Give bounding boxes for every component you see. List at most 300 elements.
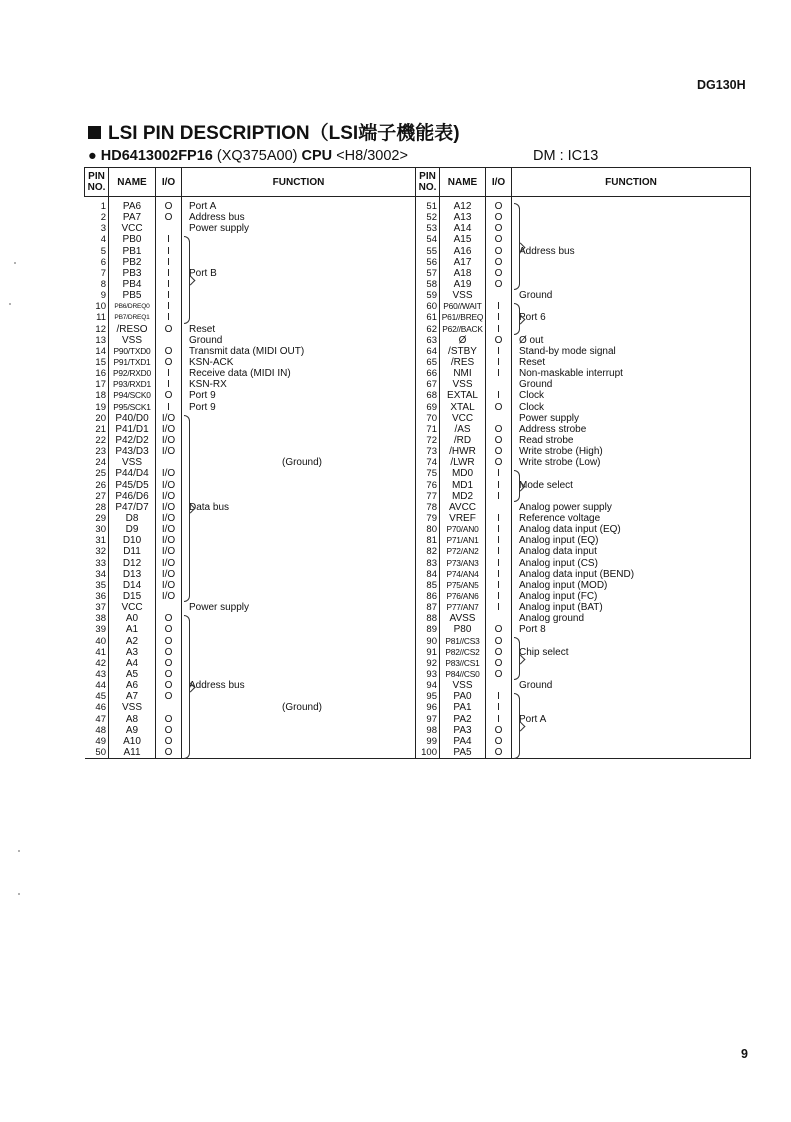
- pin-io: O: [486, 669, 512, 680]
- pin-name: VSS: [109, 702, 156, 713]
- pin-function: Clock: [512, 390, 751, 401]
- pin-function: Ground: [189, 334, 223, 346]
- pin-function: Reset: [189, 323, 216, 335]
- pin-name: A5: [109, 669, 156, 680]
- pin-name: PA3: [440, 725, 486, 736]
- pin-number: 68: [416, 390, 440, 401]
- pin-function: [182, 513, 416, 524]
- pin-function: [182, 580, 416, 591]
- pin-name: A6: [109, 680, 156, 691]
- pin-number: 42: [85, 658, 109, 669]
- pin-io: I: [486, 513, 512, 524]
- pin-function: Analog input (MOD): [512, 580, 751, 591]
- pin-function: [182, 301, 416, 312]
- pin-function: [182, 658, 416, 669]
- pin-function: [512, 725, 751, 736]
- pin-io: O: [486, 246, 512, 257]
- pin-number: 64: [416, 346, 440, 357]
- pin-function: KSN-RX: [189, 379, 227, 391]
- table-row: [85, 390, 751, 401]
- pin-io: O: [486, 457, 512, 468]
- pin-function: [512, 268, 751, 279]
- pin-number: 15: [85, 357, 109, 368]
- pin-name: VSS: [440, 290, 486, 301]
- pin-name: P91/TXD1: [109, 357, 156, 368]
- pin-io: O: [156, 647, 182, 658]
- pin-name: P61//BREQ: [440, 312, 486, 323]
- pin-io: I/O: [156, 446, 182, 457]
- pin-function: [182, 736, 416, 747]
- pin-function: Mode select: [512, 480, 751, 491]
- pin-io: I/O: [156, 480, 182, 491]
- pin-number: 85: [416, 580, 440, 591]
- pin-name: XTAL: [440, 402, 486, 413]
- pin-io: [486, 613, 512, 624]
- pin-number: 17: [85, 379, 109, 390]
- table-row: [85, 201, 751, 212]
- pin-io: [156, 457, 182, 468]
- pin-name: A3: [109, 647, 156, 658]
- pin-io: O: [486, 402, 512, 413]
- pin-function: Address strobe: [512, 424, 751, 435]
- table-row: [85, 368, 751, 379]
- pin-io: O: [486, 624, 512, 635]
- pin-function: Transmit data (MIDI OUT): [189, 345, 305, 357]
- pin-number: 90: [416, 635, 440, 646]
- pin-io: I: [156, 246, 182, 257]
- section-title: [88, 118, 460, 145]
- pin-number: 32: [85, 546, 109, 557]
- pin-number: 8: [85, 279, 109, 290]
- pin-io: O: [486, 635, 512, 646]
- pin-name: VCC: [109, 602, 156, 613]
- pin-name: A2: [109, 635, 156, 646]
- pin-io: I: [156, 290, 182, 301]
- pin-function: [512, 234, 751, 245]
- pin-name: PB2: [109, 257, 156, 268]
- pin-io: I: [486, 569, 512, 580]
- pin-name: P84//CS0: [440, 669, 486, 680]
- pin-function: [182, 558, 416, 569]
- pin-name: P82//CS2: [440, 647, 486, 658]
- pin-io: I: [156, 368, 182, 379]
- pin-number: 57: [416, 268, 440, 279]
- pin-function: [512, 736, 751, 747]
- pin-function: Reset: [512, 357, 751, 368]
- table-row: [85, 335, 751, 346]
- part-number: HD6413002FP16: [100, 148, 213, 164]
- pin-name: P45/D5: [109, 480, 156, 491]
- pin-name: /RESO: [109, 324, 156, 335]
- pin-function: [512, 301, 751, 312]
- pin-name: P72/AN2: [440, 546, 486, 557]
- pin-name: A7: [109, 691, 156, 702]
- pin-function: Port A: [512, 713, 751, 724]
- pin-function: [512, 324, 751, 335]
- pin-number: 5: [85, 246, 109, 257]
- pin-number: 44: [85, 680, 109, 691]
- pin-io: O: [486, 212, 512, 223]
- group-brace-icon: [514, 470, 520, 501]
- pin-function: [182, 535, 416, 546]
- pin-function: Analog input (CS): [512, 558, 751, 569]
- pin-io: I/O: [156, 591, 182, 602]
- pin-name: PA5: [440, 747, 486, 759]
- pin-function: [182, 446, 416, 457]
- pin-name: P92/RXD0: [109, 368, 156, 379]
- pin-io: O: [156, 747, 182, 759]
- pin-function: [512, 491, 751, 502]
- pin-name: P95/SCK1: [109, 402, 156, 413]
- pin-number: 11: [85, 312, 109, 323]
- pin-name: A1: [109, 624, 156, 635]
- pin-number: 72: [416, 435, 440, 446]
- pin-io: O: [156, 680, 182, 691]
- header-name: NAME: [440, 168, 486, 197]
- pin-number: 35: [85, 580, 109, 591]
- pin-io: O: [156, 346, 182, 357]
- pin-io: [156, 602, 182, 613]
- pin-function: Ground: [512, 680, 751, 691]
- pin-function: Non-maskable interrupt: [512, 368, 751, 379]
- pin-name: P74/AN4: [440, 569, 486, 580]
- pin-name: A8: [109, 713, 156, 724]
- pin-io: I/O: [156, 424, 182, 435]
- dm-label: DM : IC13: [533, 148, 599, 164]
- pin-io: O: [156, 357, 182, 368]
- pin-name: P76/AN6: [440, 591, 486, 602]
- pin-name: /RES: [440, 357, 486, 368]
- pin-name: A16: [440, 246, 486, 257]
- pin-number: 50: [85, 747, 109, 759]
- pin-io: I: [486, 702, 512, 713]
- pin-io: I: [486, 491, 512, 502]
- pin-number: 66: [416, 368, 440, 379]
- pin-number: 62: [416, 324, 440, 335]
- pin-function: [182, 413, 416, 424]
- pin-number: 61: [416, 312, 440, 323]
- table-row: [85, 602, 751, 613]
- pin-name: PA1: [440, 702, 486, 713]
- pin-function: Analog power supply: [512, 502, 751, 513]
- pin-function: [182, 725, 416, 736]
- pin-io: I/O: [156, 580, 182, 591]
- pin-io: O: [156, 201, 182, 212]
- pin-function: [512, 669, 751, 680]
- pin-function: Port 9: [189, 390, 216, 402]
- pin-function: Port A: [189, 201, 217, 213]
- pin-function: [512, 691, 751, 702]
- pin-number: 14: [85, 346, 109, 357]
- pin-name: A14: [440, 223, 486, 234]
- pin-number: 58: [416, 279, 440, 290]
- pin-number: 82: [416, 546, 440, 557]
- pin-number: 99: [416, 736, 440, 747]
- pin-name: P81//CS3: [440, 635, 486, 646]
- cpu-model: <H8/3002>: [336, 148, 408, 164]
- pin-name: PB7/DREQ1: [109, 312, 156, 323]
- pin-number: 37: [85, 602, 109, 613]
- pin-function: [182, 468, 416, 479]
- pin-function: Write strobe (High): [512, 446, 751, 457]
- pin-number: 16: [85, 368, 109, 379]
- pin-number: 27: [85, 491, 109, 502]
- pin-io: I: [486, 357, 512, 368]
- pin-function: [182, 635, 416, 646]
- pin-number: 96: [416, 702, 440, 713]
- pin-number: 31: [85, 535, 109, 546]
- pin-function: [182, 424, 416, 435]
- pin-function: Analog input (BAT): [512, 602, 751, 613]
- pin-function: Port 9: [189, 401, 216, 413]
- pin-function: (Ground): [281, 702, 322, 714]
- pin-io: I/O: [156, 558, 182, 569]
- pin-io: O: [156, 635, 182, 646]
- pin-function: [182, 435, 416, 446]
- pin-number: 73: [416, 446, 440, 457]
- pin-function: (Ground): [281, 457, 322, 469]
- pin-function: Data bus: [189, 501, 230, 513]
- pin-number: 91: [416, 647, 440, 658]
- pin-io: O: [156, 613, 182, 624]
- pin-number: 92: [416, 658, 440, 669]
- pin-number: 12: [85, 324, 109, 335]
- pin-io: I/O: [156, 413, 182, 424]
- pin-function: [182, 234, 416, 245]
- scan-speck: [18, 850, 20, 852]
- pin-name: A15: [440, 234, 486, 245]
- pin-number: 24: [85, 457, 109, 468]
- pin-name: PB4: [109, 279, 156, 290]
- pin-name: P83//CS1: [440, 658, 486, 669]
- pin-io: I: [156, 301, 182, 312]
- pin-number: 65: [416, 357, 440, 368]
- pin-number: 20: [85, 413, 109, 424]
- pin-name: A11: [109, 747, 156, 759]
- pin-number: 74: [416, 457, 440, 468]
- pin-number: 46: [85, 702, 109, 713]
- pin-number: 43: [85, 669, 109, 680]
- pin-name: /HWR: [440, 446, 486, 457]
- pin-number: 78: [416, 502, 440, 513]
- pin-function: Clock: [512, 402, 751, 413]
- page-number: 9: [741, 1047, 748, 1061]
- header-function: FUNCTION: [182, 168, 416, 197]
- pin-number: 21: [85, 424, 109, 435]
- pin-number: 33: [85, 558, 109, 569]
- pin-name: PA0: [440, 691, 486, 702]
- pin-io: O: [486, 725, 512, 736]
- pin-name: A10: [109, 736, 156, 747]
- table-header-row: [85, 168, 751, 197]
- pin-io: I: [486, 558, 512, 569]
- pin-io: [486, 413, 512, 424]
- header-io: I/O: [486, 168, 512, 197]
- pin-io: O: [486, 658, 512, 669]
- pin-number: 98: [416, 725, 440, 736]
- pin-number: 89: [416, 624, 440, 635]
- pin-io: I: [486, 390, 512, 401]
- pin-io: [486, 379, 512, 390]
- pin-name: PB6/DREQ0: [109, 301, 156, 312]
- pin-name: P62//BACK: [440, 324, 486, 335]
- pin-number: 2: [85, 212, 109, 223]
- pin-function: [182, 647, 416, 658]
- pin-function: Stand-by mode signal: [512, 346, 751, 357]
- pin-number: 45: [85, 691, 109, 702]
- pin-name: P40/D0: [109, 413, 156, 424]
- pin-name: VSS: [109, 457, 156, 468]
- pin-name: P93/RXD1: [109, 379, 156, 390]
- pin-number: 39: [85, 624, 109, 635]
- pin-number: 97: [416, 713, 440, 724]
- pin-function: [182, 546, 416, 557]
- pin-number: 53: [416, 223, 440, 234]
- pin-function: [512, 658, 751, 669]
- pin-io: O: [486, 435, 512, 446]
- pin-function: [512, 279, 751, 290]
- pin-function: [182, 569, 416, 580]
- pin-function: Analog data input (EQ): [512, 524, 751, 535]
- pin-number: 23: [85, 446, 109, 457]
- pin-io: I/O: [156, 435, 182, 446]
- pin-io: [156, 702, 182, 713]
- pin-name: P75/AN5: [440, 580, 486, 591]
- pin-name: /LWR: [440, 457, 486, 468]
- pin-io: O: [156, 725, 182, 736]
- pin-io: I: [156, 402, 182, 413]
- pin-name: D10: [109, 535, 156, 546]
- pin-number: 55: [416, 246, 440, 257]
- pin-name: VSS: [440, 379, 486, 390]
- pin-number: 67: [416, 379, 440, 390]
- pin-function: [182, 691, 416, 702]
- pin-function: Ø out: [512, 335, 751, 346]
- pin-number: 83: [416, 558, 440, 569]
- pin-io: O: [156, 624, 182, 635]
- pin-io: I: [486, 713, 512, 724]
- pin-number: 22: [85, 435, 109, 446]
- section-title-text: LSI PIN DESCRIPTION（LSI端子機能表): [108, 123, 460, 144]
- pin-function: [182, 279, 416, 290]
- pin-name: D13: [109, 569, 156, 580]
- pin-function: [182, 747, 416, 759]
- pin-name: MD1: [440, 480, 486, 491]
- pin-function: [182, 669, 416, 680]
- pin-number: 84: [416, 569, 440, 580]
- pin-function: [182, 290, 416, 301]
- square-bullet-icon: [88, 126, 101, 139]
- pin-function: [182, 491, 416, 502]
- table-row: [85, 357, 751, 368]
- pin-name: VREF: [440, 513, 486, 524]
- pin-function: Analog data input: [512, 546, 751, 557]
- pin-io: I: [486, 691, 512, 702]
- pin-io: I/O: [156, 491, 182, 502]
- pin-name: PB3: [109, 268, 156, 279]
- pin-number: 54: [416, 234, 440, 245]
- pin-name: P42/D2: [109, 435, 156, 446]
- pin-number: 47: [85, 713, 109, 724]
- pin-name: P44/D4: [109, 468, 156, 479]
- table-row: [85, 346, 751, 357]
- pin-function: [182, 713, 416, 724]
- pin-function: [512, 468, 751, 479]
- pin-function: [182, 591, 416, 602]
- pin-io: O: [156, 736, 182, 747]
- pin-io: O: [486, 647, 512, 658]
- pin-name: VCC: [440, 413, 486, 424]
- pin-io: O: [156, 669, 182, 680]
- pin-name: PA6: [109, 201, 156, 212]
- pin-number: 86: [416, 591, 440, 602]
- pin-function: [182, 524, 416, 535]
- pin-name: P47/D7: [109, 502, 156, 513]
- pin-io: I: [486, 580, 512, 591]
- pin-function: Ground: [512, 379, 751, 390]
- pin-number: 13: [85, 335, 109, 346]
- pin-number: 49: [85, 736, 109, 747]
- pin-io: I: [486, 324, 512, 335]
- pin-io: I: [486, 346, 512, 357]
- pin-function: KSN-ACK: [189, 357, 234, 369]
- pin-number: 79: [416, 513, 440, 524]
- pin-function: [512, 702, 751, 713]
- scan-speck: [9, 303, 11, 305]
- pin-io: I: [156, 268, 182, 279]
- pin-name: D12: [109, 558, 156, 569]
- pin-function: Receive data (MIDI IN): [189, 368, 291, 380]
- pin-function: Read strobe: [512, 435, 751, 446]
- pin-number: 87: [416, 602, 440, 613]
- group-brace-icon: [514, 637, 520, 680]
- pin-number: 36: [85, 591, 109, 602]
- pin-function: Address bus: [189, 212, 245, 224]
- pin-number: 25: [85, 468, 109, 479]
- pin-number: 48: [85, 725, 109, 736]
- pin-function: Ground: [512, 290, 751, 301]
- pin-number: 59: [416, 290, 440, 301]
- pin-io: O: [486, 446, 512, 457]
- pin-number: 29: [85, 513, 109, 524]
- pin-io: I: [156, 279, 182, 290]
- header-io: I/O: [156, 168, 182, 197]
- pin-number: 51: [416, 201, 440, 212]
- pin-function: Analog input (FC): [512, 591, 751, 602]
- pin-name: A0: [109, 613, 156, 624]
- pin-number: 1: [85, 201, 109, 212]
- pin-io: I: [486, 546, 512, 557]
- pin-function: Port B: [189, 267, 217, 279]
- pin-name: VSS: [440, 680, 486, 691]
- pin-name: A9: [109, 725, 156, 736]
- pin-name: A19: [440, 279, 486, 290]
- pin-name: D15: [109, 591, 156, 602]
- pin-number: 18: [85, 390, 109, 401]
- pin-name: AVCC: [440, 502, 486, 513]
- pin-number: 40: [85, 635, 109, 646]
- pin-function: [512, 223, 751, 234]
- group-brace-icon: [184, 415, 190, 602]
- pin-name: D8: [109, 513, 156, 524]
- pin-io: O: [156, 658, 182, 669]
- pin-io: I: [486, 524, 512, 535]
- pin-io: O: [156, 691, 182, 702]
- header-pin-no: PIN NO.: [416, 168, 440, 197]
- pin-name: P60//WAIT: [440, 301, 486, 312]
- pin-function: [182, 624, 416, 635]
- pin-io: O: [486, 257, 512, 268]
